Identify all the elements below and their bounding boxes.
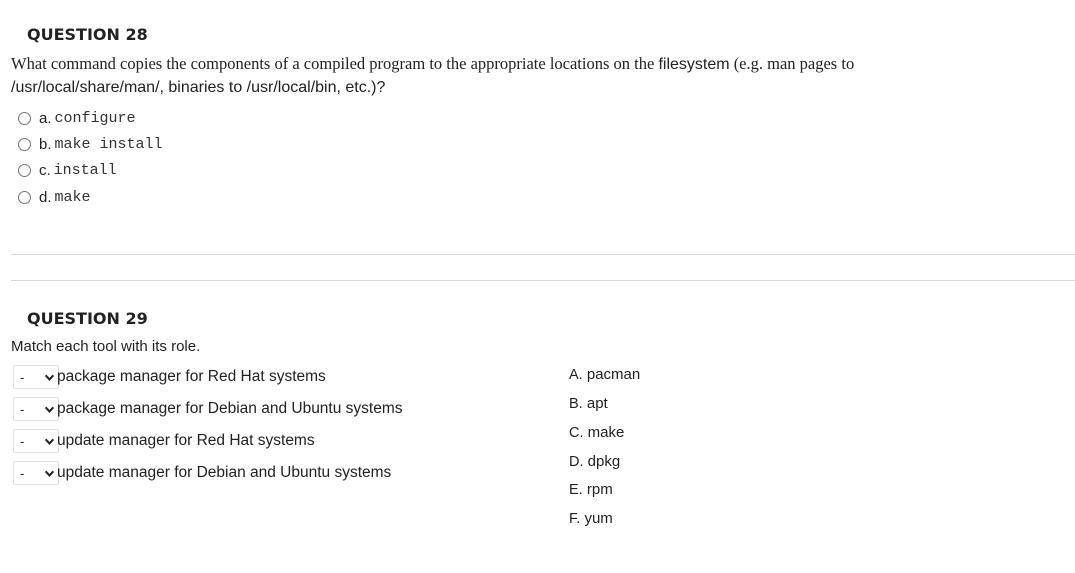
answer-d-value: dpkg bbox=[587, 453, 621, 470]
match-select-3-value: - bbox=[20, 433, 25, 449]
match-select-2-value: - bbox=[20, 401, 25, 417]
match-select-3[interactable] bbox=[13, 429, 59, 453]
answer-c bbox=[569, 424, 624, 441]
match-row-4 bbox=[13, 461, 391, 485]
match-row-3-label: update manager for Red Hat systems bbox=[57, 432, 315, 449]
match-row-1 bbox=[13, 365, 326, 389]
question-28-text-line2: /usr/local/share/man/, binaries to /usr/local/bin, etc.)? bbox=[11, 79, 386, 96]
radio-option-c[interactable] bbox=[18, 164, 31, 177]
option-d-value: make bbox=[54, 188, 91, 206]
match-row-1-label: package manager for Red Hat systems bbox=[57, 368, 326, 385]
answer-a-value: pacman bbox=[586, 366, 641, 383]
question-28-text-part1: What command copies the components of a compiled program to the appropriate locations on the bbox=[11, 54, 659, 73]
match-select-1[interactable] bbox=[13, 365, 59, 389]
answer-a bbox=[569, 366, 640, 383]
match-select-2[interactable] bbox=[13, 397, 59, 421]
match-row-2-label: package manager for Debian and Ubuntu systems bbox=[57, 400, 403, 417]
option-c-letter: c. bbox=[39, 161, 51, 179]
question-28-title: QUESTION 28 bbox=[27, 25, 148, 44]
option-c-value: install bbox=[53, 161, 117, 179]
match-select-4-value: - bbox=[20, 465, 25, 481]
radio-option-a[interactable] bbox=[18, 112, 31, 125]
radio-option-d[interactable] bbox=[18, 191, 31, 204]
answer-e-value: rpm bbox=[586, 481, 613, 498]
answer-f bbox=[569, 510, 613, 527]
chevron-down-icon bbox=[44, 372, 55, 383]
question-28-text-part2: filesystem bbox=[658, 56, 730, 73]
option-b-value: make install bbox=[54, 135, 163, 153]
answer-b-letter: B. bbox=[569, 396, 583, 412]
option-a-letter: a. bbox=[39, 109, 52, 127]
match-row-2 bbox=[13, 397, 403, 421]
option-a-value: configure bbox=[54, 109, 136, 127]
option-c[interactable] bbox=[18, 160, 117, 180]
option-b-letter: b. bbox=[39, 135, 52, 153]
answer-c-value: make bbox=[587, 424, 625, 441]
radio-option-b[interactable] bbox=[18, 138, 31, 151]
option-b[interactable] bbox=[18, 134, 163, 154]
match-row-3 bbox=[13, 429, 315, 453]
answer-f-value: yum bbox=[584, 510, 613, 527]
answer-e bbox=[569, 481, 613, 498]
chevron-down-icon bbox=[44, 436, 55, 447]
question-29-title: QUESTION 29 bbox=[27, 309, 148, 328]
answer-b bbox=[569, 395, 608, 412]
answer-d bbox=[569, 453, 620, 470]
match-select-1-value: - bbox=[20, 369, 25, 385]
answer-b-value: apt bbox=[586, 395, 608, 412]
option-d-letter: d. bbox=[39, 188, 52, 206]
answer-d-letter: D. bbox=[569, 454, 584, 470]
question-29-text: Match each tool with its role. bbox=[11, 338, 201, 355]
question-28-text bbox=[11, 52, 1061, 99]
chevron-down-icon bbox=[44, 468, 55, 479]
option-d[interactable] bbox=[18, 187, 91, 207]
answer-f-letter: F. bbox=[569, 511, 581, 527]
match-row-4-label: update manager for Debian and Ubuntu systems bbox=[57, 464, 392, 481]
match-select-4[interactable] bbox=[13, 461, 59, 485]
question-28-text-part3: (e.g. man pages to bbox=[729, 54, 855, 73]
answer-c-letter: C. bbox=[569, 425, 584, 441]
answer-e-letter: E. bbox=[569, 482, 583, 498]
divider-top bbox=[11, 254, 1075, 255]
option-a[interactable] bbox=[18, 108, 136, 128]
answer-a-letter: A. bbox=[569, 367, 583, 383]
divider-bottom bbox=[11, 280, 1075, 281]
chevron-down-icon bbox=[44, 404, 55, 415]
